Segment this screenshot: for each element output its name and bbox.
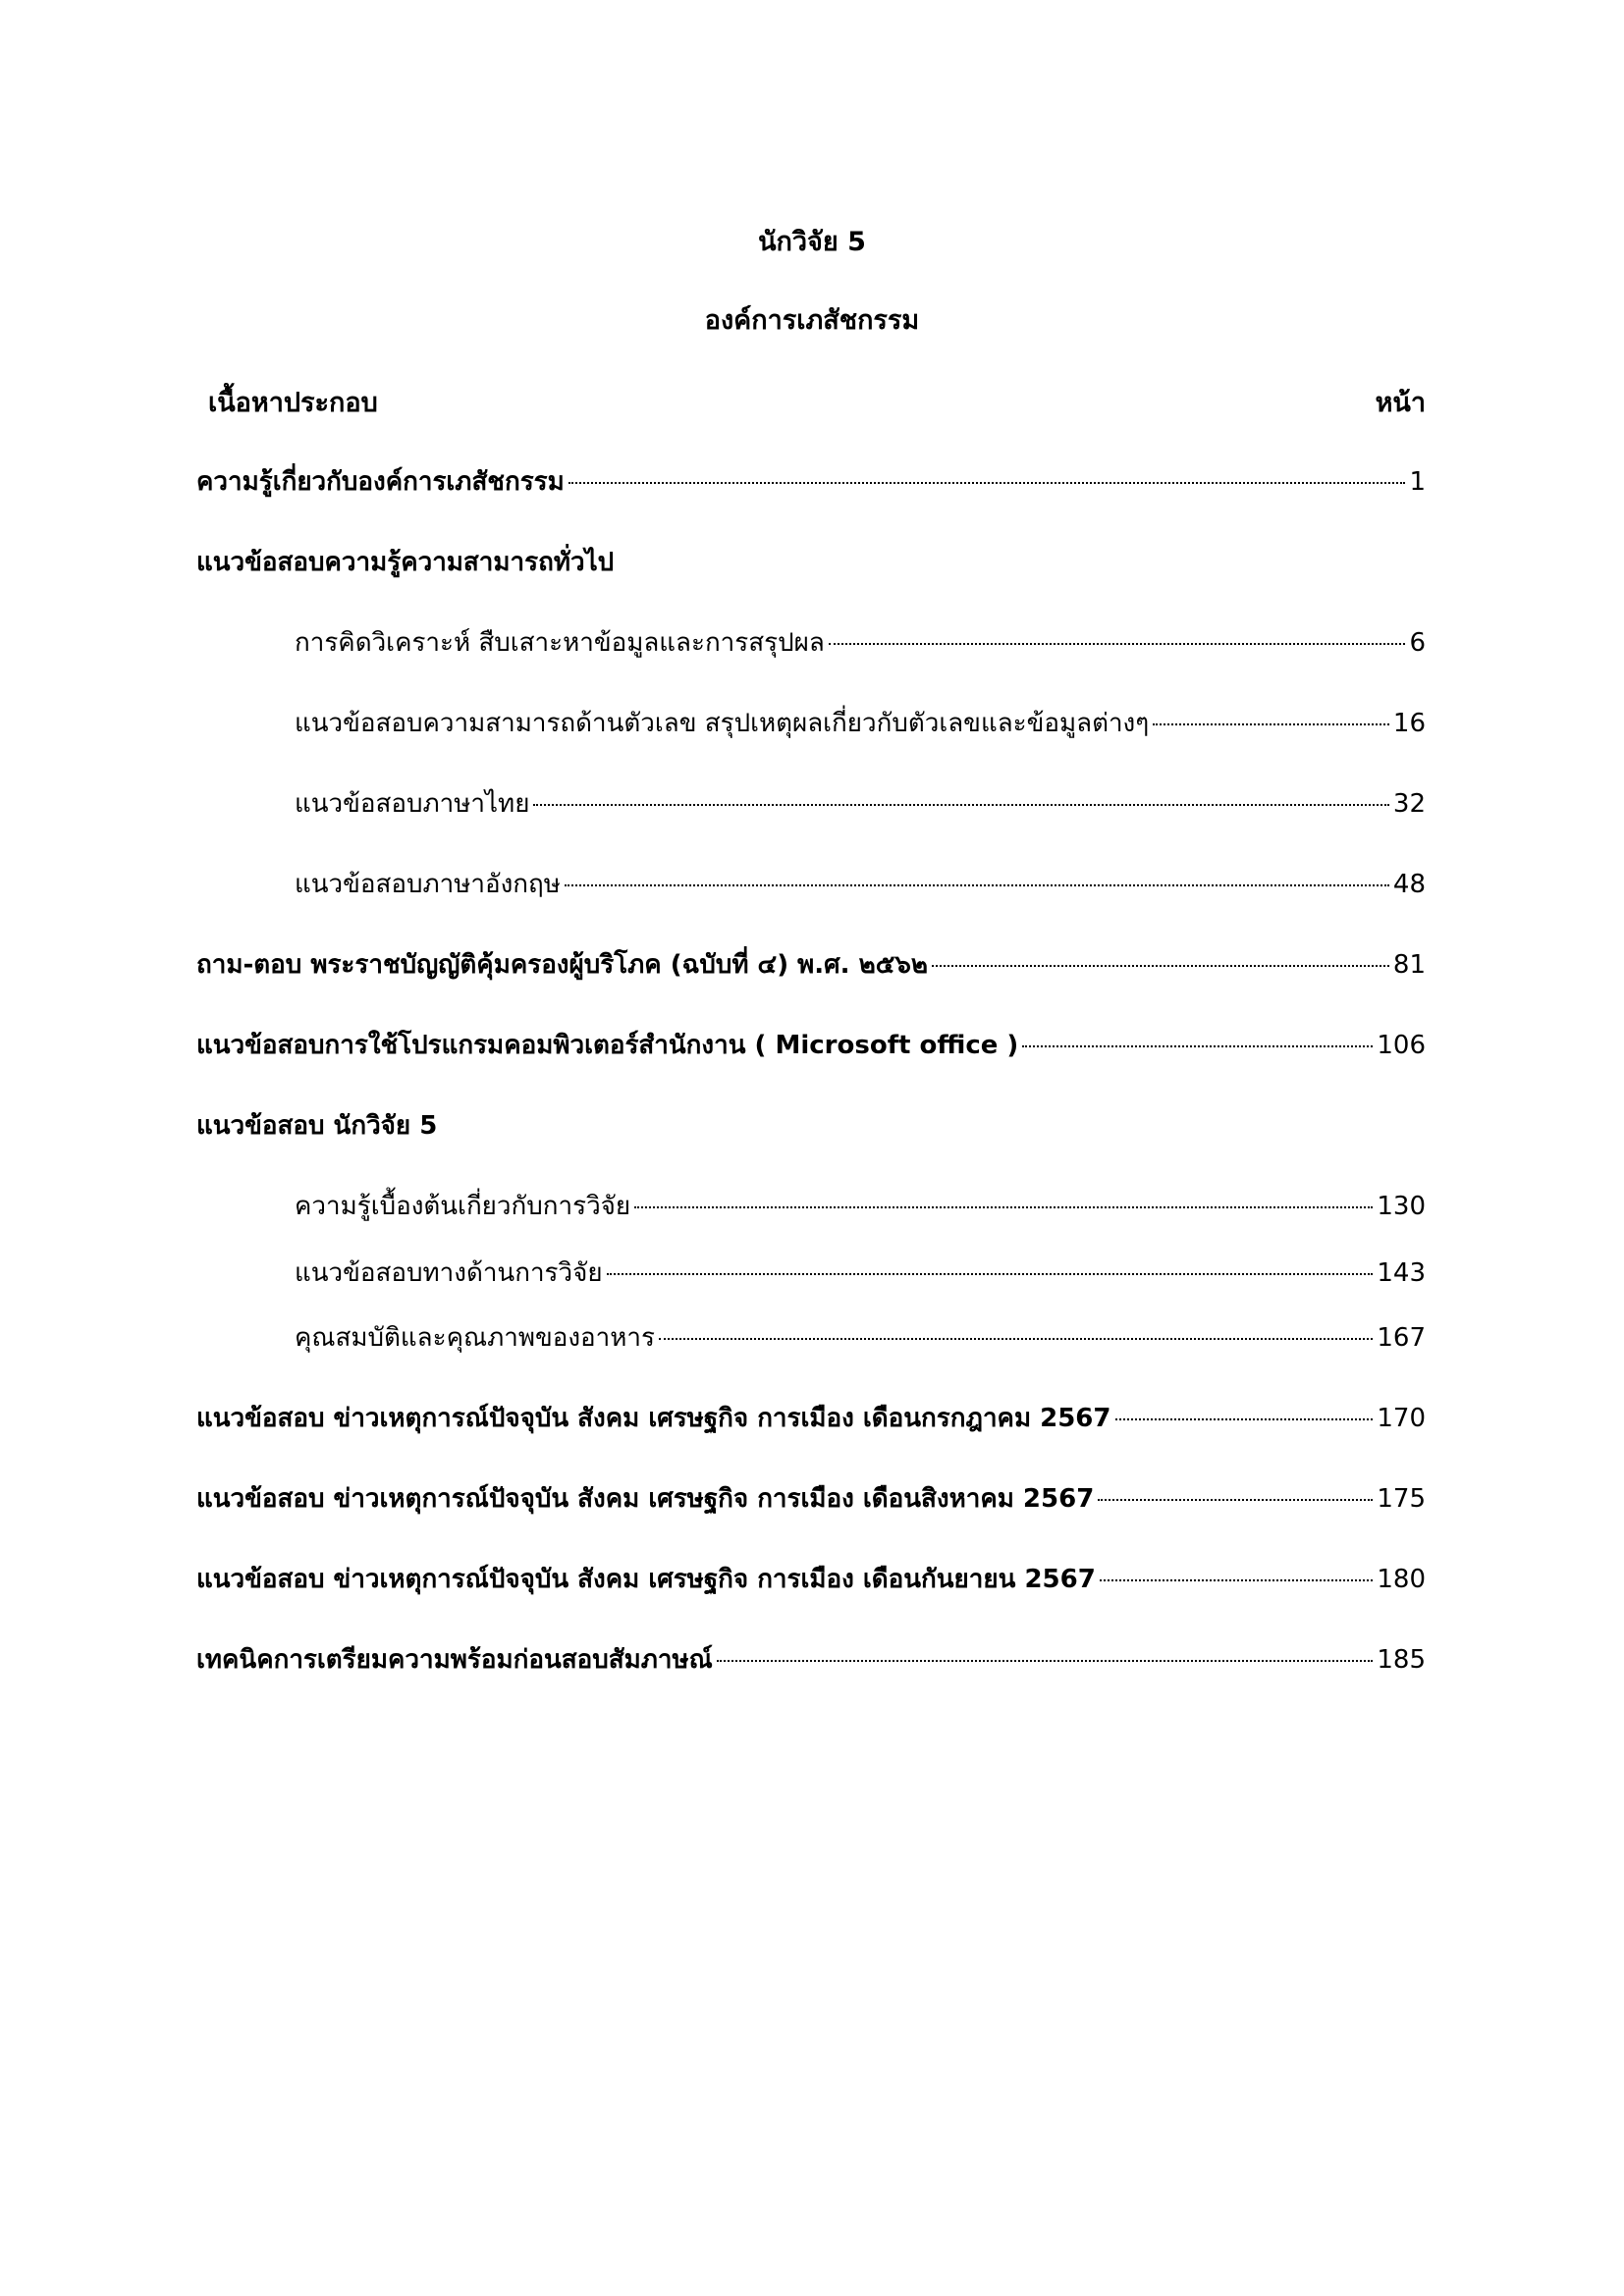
toc-entry-page: 106 (1377, 1031, 1426, 1060)
toc-section-heading: แนวข้อสอบ นักวิจัย 5 (196, 1111, 438, 1141)
dot-leader (1100, 1579, 1374, 1581)
toc-entry-text: ถาม-ตอบ พระราชบัญญัติคุ้มครองผู้บริโภค (ฉบับที่ ๔) พ.ศ. ๒๕๖๒ (196, 950, 929, 980)
toc-section-heading: แนวข้อสอบความรู้ความสามารถทั่วไป (196, 548, 615, 577)
toc-entry-page: 175 (1377, 1484, 1426, 1514)
toc-entry-page: 167 (1377, 1323, 1426, 1353)
toc-entry-page: 130 (1377, 1192, 1426, 1221)
toc-entry-text: แนวข้อสอบการใช้โปรแกรมคอมพิวเตอร์สำนักงาน ( Microsoft office ) (196, 1031, 1019, 1060)
toc-entry (196, 1639, 1426, 1679)
toc-entry (295, 864, 1426, 903)
toc-entry-page: 6 (1409, 628, 1426, 658)
dot-leader (607, 1273, 1374, 1275)
dot-leader (1115, 1418, 1374, 1420)
toc-entry-page: 81 (1392, 950, 1426, 980)
toc-entry-page: 1 (1409, 467, 1426, 497)
dot-leader (659, 1338, 1373, 1340)
toc-entry (295, 703, 1426, 742)
toc-entry-page: 185 (1377, 1645, 1426, 1675)
dot-leader (568, 482, 1406, 484)
toc-entry (295, 1317, 1426, 1357)
toc-entry (196, 1025, 1426, 1064)
toc-entry-text: คุณสมบัติและคุณภาพของอาหาร (295, 1323, 655, 1353)
dot-leader (1153, 723, 1389, 725)
toc-entry-text: ความรู้เบื้องต้นเกี่ยวกับการวิจัย (295, 1192, 631, 1221)
toc-entry-page: 180 (1377, 1565, 1426, 1594)
toc-entry-text: แนวข้อสอบทางด้านการวิจัย (295, 1258, 603, 1288)
toc-entry-text: แนวข้อสอบความสามารถด้านตัวเลข สรุปเหตุผลเกี่ยวกับตัวเลขและข้อมูลต่างๆ (295, 709, 1150, 738)
document-title: นักวิจัย 5 (758, 227, 866, 257)
dot-leader (829, 643, 1406, 645)
toc-entry-page: 170 (1377, 1404, 1426, 1433)
toc-entry-text: การคิดวิเคราะห์ สืบเสาะหาข้อมูลและการสรุปผล (295, 628, 825, 658)
document-subtitle: องค์การเภสัชกรรม (704, 305, 920, 336)
toc-header-row (208, 381, 1426, 423)
toc-entry-text: แนวข้อสอบภาษาอังกฤษ (295, 870, 561, 899)
toc-entry (196, 944, 1426, 984)
toc-entry-page: 32 (1392, 789, 1426, 819)
toc-entry-page: 48 (1392, 870, 1426, 899)
toc-entry (295, 1186, 1426, 1225)
toc-header-page: หน้า (1375, 388, 1426, 418)
toc-entry (295, 1253, 1426, 1292)
toc-entry-text: แนวข้อสอบ ข่าวเหตุการณ์ปัจจุบัน สังคม เศรษฐกิจ การเมือง เดือนกันยายน 2567 (196, 1565, 1096, 1594)
toc-entry-text: เทคนิคการเตรียมความพร้อมก่อนสอบสัมภาษณ์ (196, 1645, 713, 1675)
toc-entry (295, 783, 1426, 823)
dot-leader (1098, 1499, 1373, 1501)
dot-leader (932, 965, 1389, 967)
toc-entry-text: แนวข้อสอบภาษาไทย (295, 789, 530, 819)
toc-entry (295, 622, 1426, 662)
toc-entry-text: แนวข้อสอบ ข่าวเหตุการณ์ปัจจุบัน สังคม เศรษฐกิจ การเมือง เดือนสิงหาคม 2567 (196, 1484, 1095, 1514)
toc-entry (196, 1478, 1426, 1518)
dot-leader (533, 804, 1388, 806)
toc-entry-page: 16 (1392, 709, 1426, 738)
toc-entry-text: ความรู้เกี่ยวกับองค์การเภสัชกรรม (196, 467, 565, 497)
toc-entry (196, 1559, 1426, 1598)
dot-leader (717, 1660, 1374, 1662)
toc-header-contents: เนื้อหาประกอบ (208, 388, 378, 418)
toc-entry-page: 143 (1377, 1258, 1426, 1288)
dot-leader (565, 884, 1389, 886)
toc-entry (196, 461, 1426, 501)
dot-leader (1022, 1045, 1373, 1047)
dot-leader (634, 1206, 1373, 1208)
toc-entry (196, 1398, 1426, 1437)
toc-entry-text: แนวข้อสอบ ข่าวเหตุการณ์ปัจจุบัน สังคม เศรษฐกิจ การเมือง เดือนกรกฎาคม 2567 (196, 1404, 1111, 1433)
